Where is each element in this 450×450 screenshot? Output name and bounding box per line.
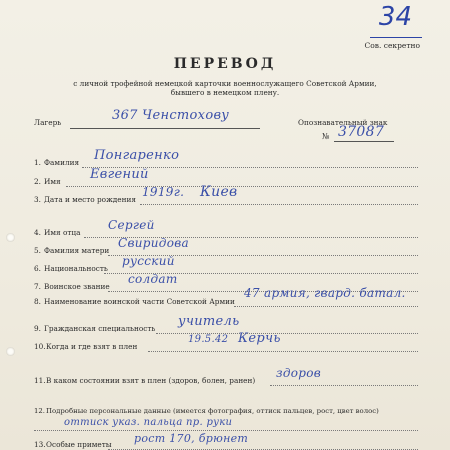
field-number: 9. bbox=[34, 324, 41, 333]
field-number: 3. bbox=[34, 195, 41, 204]
field-value-features: рост 170, брюнет bbox=[134, 432, 249, 445]
field-label-father: Имя отца bbox=[44, 228, 81, 237]
field-label-rank: Воинское звание bbox=[44, 282, 110, 291]
camp-line bbox=[70, 128, 260, 129]
field-number: 6. bbox=[34, 264, 41, 273]
field-number: 8. bbox=[34, 297, 41, 306]
field-label-name: Имя bbox=[44, 177, 61, 186]
field-line bbox=[270, 385, 418, 386]
field-value-capture-date: 19.5.42 bbox=[188, 334, 229, 345]
classification-label: Сов. секретно bbox=[364, 41, 420, 50]
field-label-condition: В каком состоянии взят в плен (здоров, болен, ранен) bbox=[46, 376, 256, 385]
subtitle-line-1: с личной трофейной немецкой карточки военнослужащего Советской Армии, bbox=[73, 79, 377, 88]
page-subtitle bbox=[0, 79, 450, 97]
punch-hole bbox=[6, 233, 15, 242]
id-badge-prefix: № bbox=[322, 132, 330, 141]
field-line bbox=[140, 204, 418, 205]
field-value-mother: Свиридова bbox=[118, 236, 189, 250]
field-label-birth: Дата и место рождения bbox=[44, 195, 136, 204]
field-value-unit: 47 армия, гвард. батал. bbox=[244, 286, 406, 300]
field-label-profession: Гражданская специальность bbox=[44, 324, 156, 333]
field-label-captured: Когда и где взят в плен bbox=[46, 342, 138, 351]
field-value-nationality: русский bbox=[122, 254, 175, 268]
page-title: ПЕРЕВОД bbox=[173, 56, 277, 72]
field-number: 13. bbox=[34, 440, 46, 449]
field-value-birth-year: 1919г. bbox=[142, 185, 185, 199]
field-value-condition: здоров bbox=[276, 366, 322, 380]
secret-underline bbox=[370, 37, 422, 38]
field-number: 7. bbox=[34, 282, 41, 291]
field-number: 12. bbox=[34, 407, 45, 415]
camp-label: Лагерь bbox=[34, 118, 62, 127]
field-value-profession: учитель bbox=[178, 314, 240, 329]
field-value-details: оттиск указ. пальца пр. руки bbox=[64, 417, 233, 428]
id-badge-value: 37087 bbox=[338, 124, 385, 140]
field-line bbox=[234, 306, 418, 307]
field-number: 1. bbox=[34, 158, 41, 167]
field-value-surname: Понгаренко bbox=[94, 148, 180, 163]
field-value-capture-place: Керчь bbox=[238, 331, 281, 346]
field-number: 5. bbox=[34, 246, 41, 255]
field-number: 11. bbox=[34, 376, 46, 385]
field-line bbox=[34, 430, 418, 431]
id-badge-line bbox=[334, 141, 394, 142]
field-line bbox=[66, 186, 418, 187]
field-label-features: Особые приметы bbox=[46, 440, 112, 449]
punch-hole bbox=[6, 347, 15, 356]
field-label-unit: Наименование воинской части Советской Армии bbox=[44, 297, 235, 306]
field-label-details: Подробные персональные данные (имеется фотография, оттиск пальцев, рост, цвет волос) bbox=[46, 407, 379, 415]
subtitle-line-2: бывшего в немецком плену. bbox=[170, 88, 280, 97]
field-label-surname: Фамилия bbox=[44, 158, 80, 167]
field-value-name: Евгений bbox=[90, 167, 149, 182]
field-value-father: Сергей bbox=[108, 218, 155, 232]
field-label-mother: Фамилия матери bbox=[44, 246, 110, 255]
id-badge-label: Опознавательный знак bbox=[298, 118, 388, 127]
field-line bbox=[148, 351, 418, 352]
field-number: 10. bbox=[34, 342, 46, 351]
field-value-birth-place: Киев bbox=[200, 184, 238, 200]
field-number: 4. bbox=[34, 228, 41, 237]
field-value-rank: солдат bbox=[128, 272, 178, 286]
document-number: 34 bbox=[378, 2, 412, 32]
field-number: 2. bbox=[34, 177, 41, 186]
field-label-nationality: Национальность bbox=[44, 264, 108, 273]
camp-value: 367 Ченстохову bbox=[112, 108, 230, 123]
